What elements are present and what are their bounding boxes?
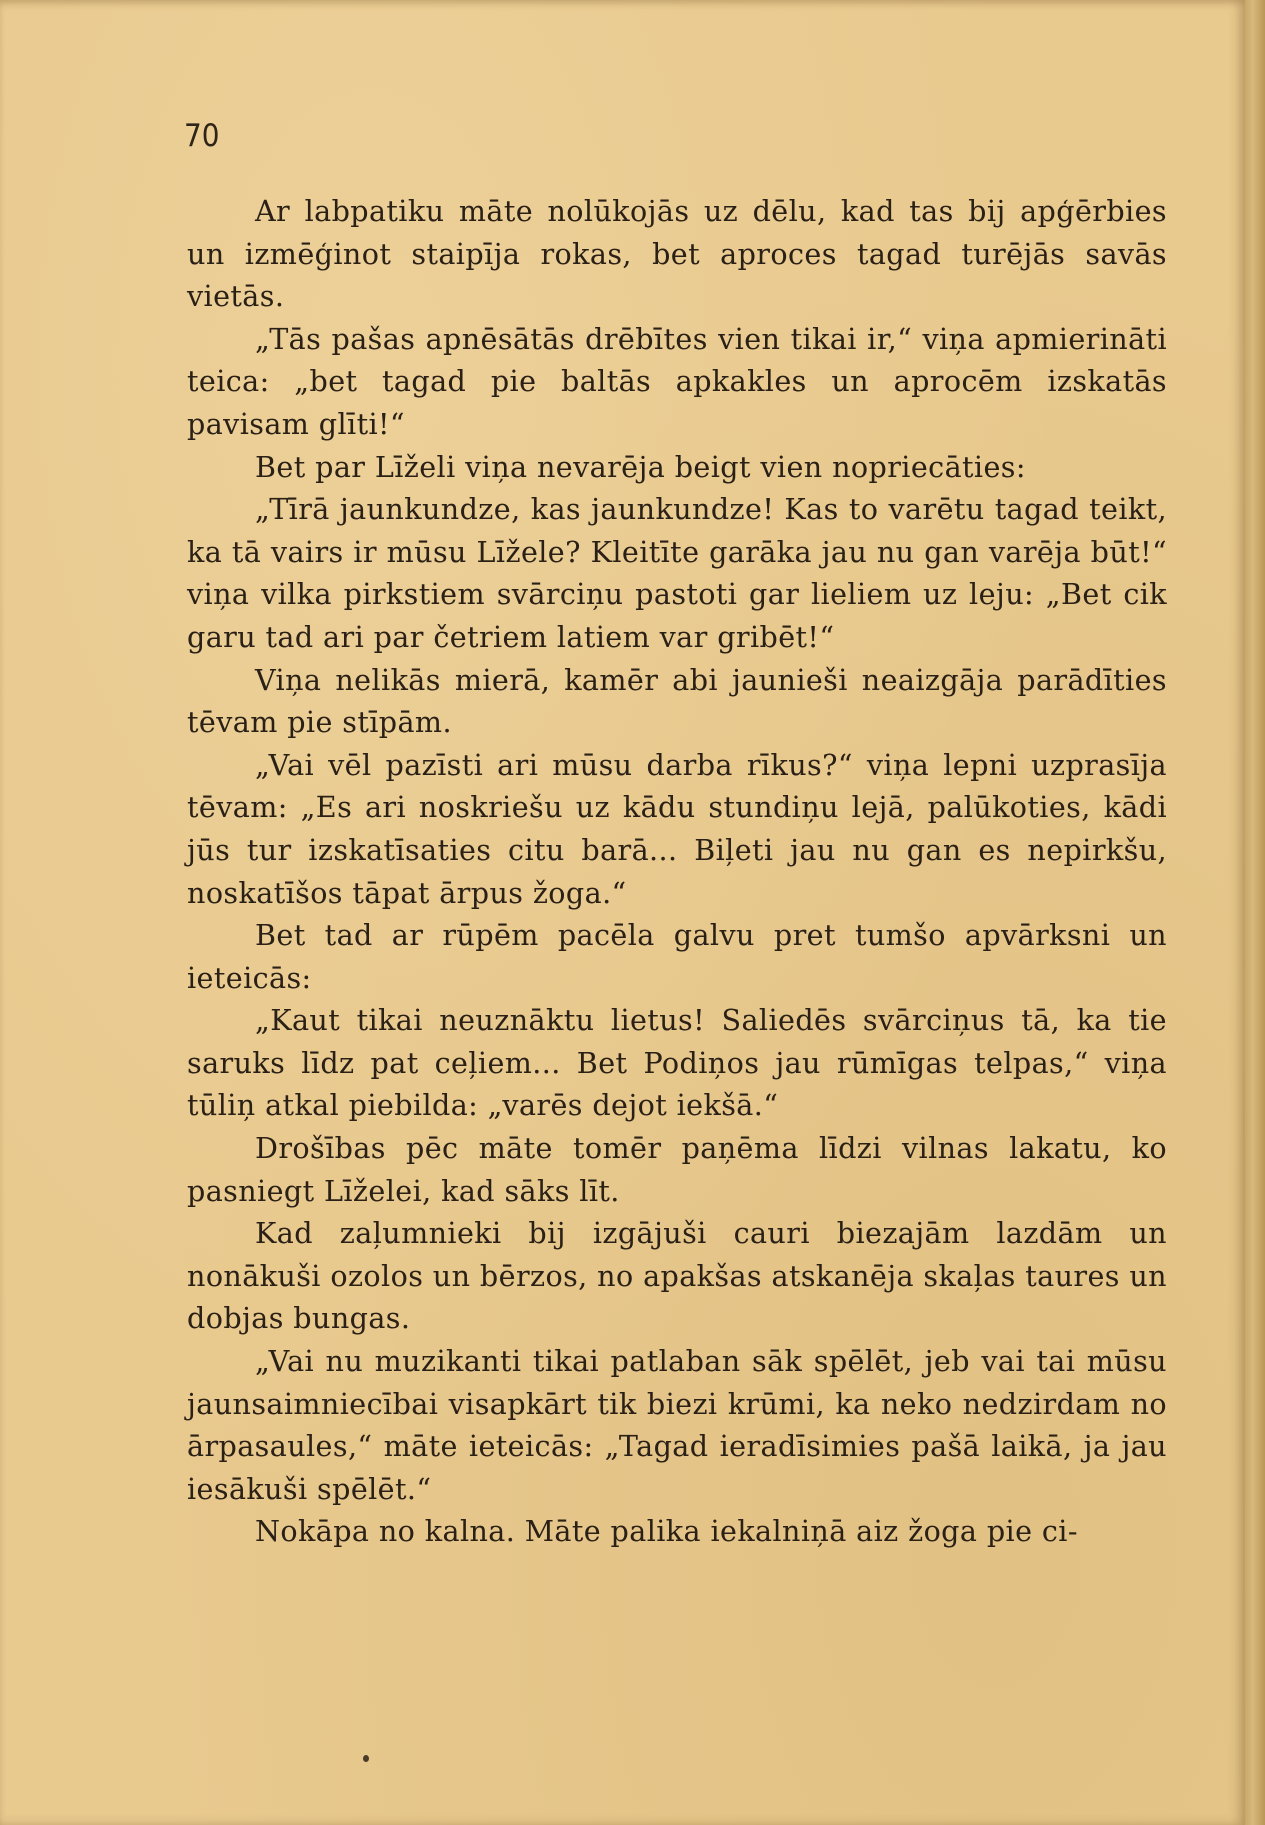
page-number: 70: [184, 118, 220, 154]
paragraph: Ar labpatiku māte nolūkojās uz dēlu, kad tas bij apģērbies un izmēģinot staipīja rokas, bet aproces tagad turējās savās vietās.: [187, 194, 1167, 314]
paragraph: „Tīrā jaunkundze, kas jaunkundze! Kas to varētu tagad teikt, ka tā vairs ir mūsu Līžele? Kleitīte garāka jau nu gan varēja būt!“ viņa vilka pirkstiem svārciņu pastoti gar lieliem uz leju: „Bet cik garu tad ari par četriem latiem var gribēt!“: [187, 492, 1167, 654]
paragraph: Nokāpa no kalna. Māte palika iekalniņā aiz žoga pie ci-: [255, 1514, 1078, 1549]
page-edge: [1245, 0, 1265, 1825]
paragraph: „Vai vēl pazīsti ari mūsu darba rīkus?“ viņa lepni uzprasīja tēvam: „Es ari noskriešu uz kādu stundiņu lejā, palūkoties, kādi jūs tur izskatīsaties citu barā... Biļeti jau nu gan es nepirkšu, noskatīšos tāpat ārpus žoga.“: [187, 747, 1167, 910]
ink-speck: [363, 1755, 369, 1762]
paragraph: „Tās pašas apnēsātās drēbītes vien tikai ir,“ viņa apmierināti teica: „bet tagad pie baltās apkakles un aprocēm izskatās pavisam glīti!“: [187, 321, 1167, 441]
paragraph: Kad zaļumnieki bij izgājuši cauri biezajām lazdām un nonākuši ozolos un bērzos, no apakšas atskanēja skaļas taures un dobjas bungas.: [187, 1216, 1167, 1336]
paragraph: Drošības pēc māte tomēr paņēma līdzi vilnas lakatu, ko pasniegt Līželei, kad sāks līt.: [187, 1131, 1167, 1208]
body-text: [187, 190, 1167, 1553]
paragraph: Bet par Līželi viņa nevarēja beigt vien nopriecāties:: [255, 449, 1026, 484]
paragraph: Bet tad ar rūpēm pacēla galvu pret tumšo apvārksni un ieteicās:: [187, 918, 1167, 995]
paragraph: „Kaut tikai neuznāktu lietus! Saliedēs svārciņus tā, ka tie saruks līdz pat ceļiem... Bet Podiņos jau rūmīgas telpas,“ viņa tūliņ atkal piebilda: „varēs dejot iekšā.“: [187, 1003, 1167, 1123]
paragraph: „Vai nu muzikanti tikai patlaban sāk spēlēt, jeb vai tai mūsu jaunsaimniecībai visapkārt tik biezi krūmi, ka neko nedzirdam no ārpasaules,“ māte ieteicās: „Tagad ieradīsimies pašā laikā, ja jau iesākuši spēlēt.“: [187, 1344, 1167, 1506]
paragraph: Viņa nelikās mierā, kamēr abi jaunieši neaizgāja parādīties tēvam pie stīpām.: [187, 662, 1167, 740]
